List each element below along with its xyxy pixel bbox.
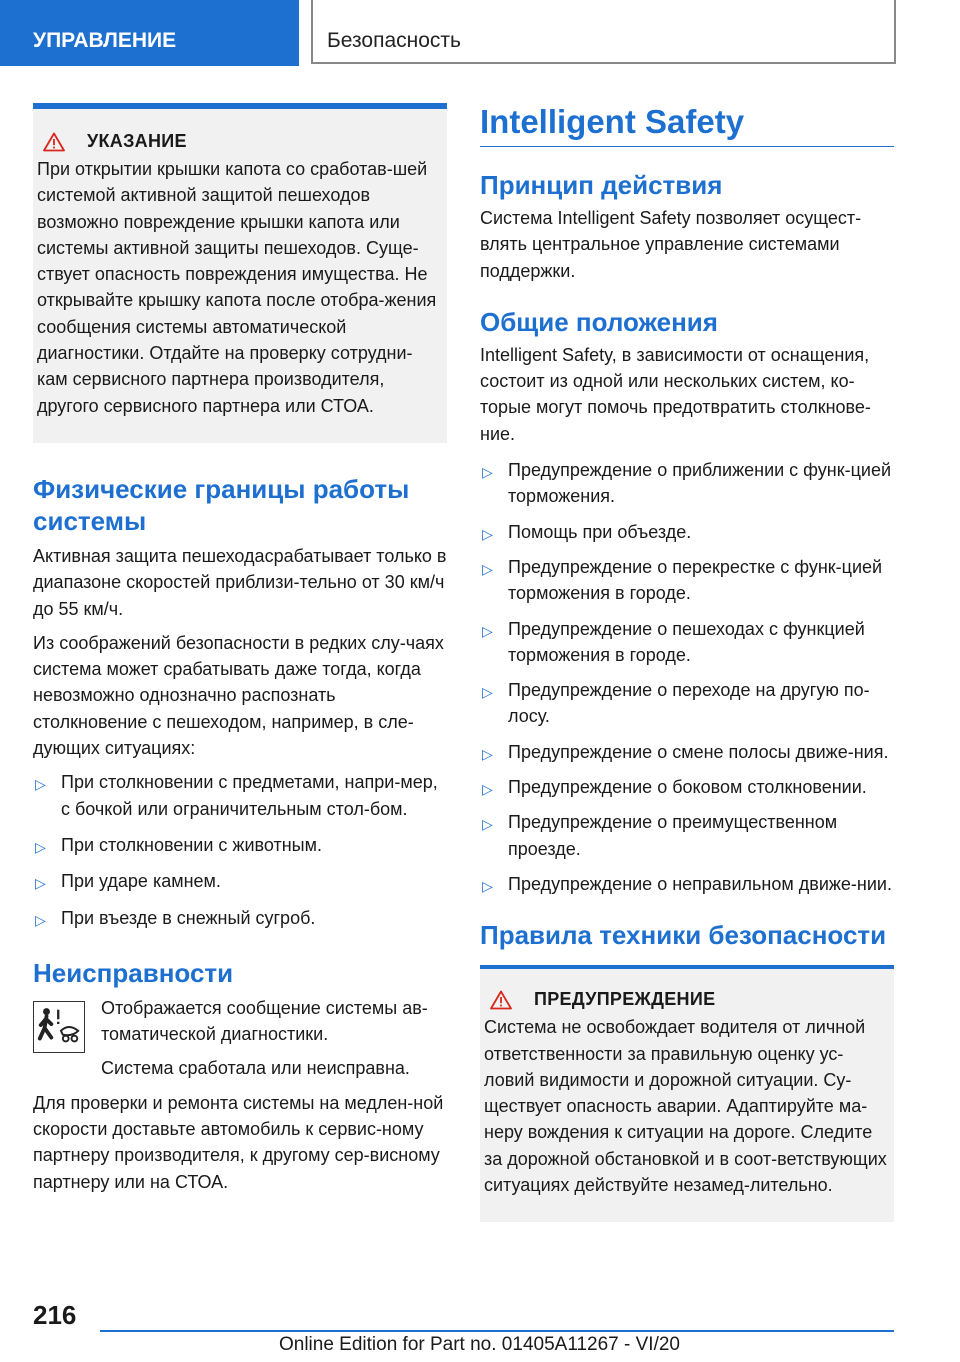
notice-text: При открытии крышки капота со сработав-шей системой активной защитой пешеходов возможно повреждение крышки капота или системы активной защиты пешеходов. Суще-ствует опасность повреждения имущества. Не открывайте крышку капота после отобра-жения сообщения системы автоматической диагностики. Отдайте на проверку сотрудни-кам сервисного партнера производителя, другого сервисного партнера или СТОА. <box>37 159 437 416</box>
list-item: ▷ Предупреждение о преимущественном проезде. <box>482 812 838 859</box>
list-item: ▷ Помощь при объезде. <box>480 519 894 545</box>
limits-paragraph-1: Активная защита пешеходасрабатывает только в диапазоне скоростей приблизи-тельно от 30 км/ч до 55 км/ч. <box>33 545 447 619</box>
page-number: 216 <box>33 1300 77 1330</box>
pedestrian-protection-icon <box>33 1001 85 1053</box>
limits-paragraph-2: Из соображений безопасности в редких слу-чаях система может срабатывать даже тогда, когда невозможно однозначно распознать столкновение с пешеходом, например, в сле-дующих ситуациях: <box>33 632 444 759</box>
limits-list <box>33 769 447 930</box>
systems-list <box>480 457 894 897</box>
triangle-right-outline-icon: ▷ <box>35 838 46 855</box>
chapter-heading: Intelligent Safety <box>480 100 894 147</box>
list-item: ▷ Предупреждение о неправильном движе-нии. <box>480 871 894 897</box>
list-item: ▷ При столкновении с предметами, напри-мер, с бочкой или ограничительным стол-бом. <box>35 772 438 819</box>
warning-text: Система не освобождает водителя от личной ответственности за правильную оценку ус-ловий видимости и дорожной ситуации. Су-ществует опасность аварии. Адаптируйте ма-неру вождения к ситуации на дороге. Следите за дорожной обстановкой и в соот-ветствующих ситуациях действуйте незамед-лительно. <box>484 1017 887 1196</box>
warning-title: ПРЕДУПРЕЖДЕНИЕ <box>534 989 716 1010</box>
list-item: ▷ При столкновении с животным. <box>33 832 447 858</box>
fault-text-2: Система сработала или неисправна. <box>101 1058 410 1079</box>
section-heading-rules: Правила техники безопасности <box>480 920 887 951</box>
warning-box <box>480 965 894 1222</box>
warning-triangle-icon <box>490 990 512 1010</box>
triangle-right-outline-icon: ▷ <box>482 816 493 833</box>
left-column <box>33 103 447 1195</box>
list-item: ▷ Предупреждение о переходе на другую по-лосу. <box>482 680 870 727</box>
warning-header <box>480 989 894 1010</box>
section-heading-faults: Неисправности <box>33 957 234 988</box>
notice-box <box>33 103 447 443</box>
triangle-right-outline-icon: ▷ <box>482 464 493 481</box>
warning-triangle-icon <box>43 132 65 152</box>
fault-message <box>33 995 447 1082</box>
notice-title: УКАЗАНИЕ <box>87 131 187 151</box>
section-heading-limits: Физические границы работы системы <box>33 473 410 536</box>
right-column <box>480 100 894 1222</box>
triangle-right-outline-icon: ▷ <box>35 875 46 892</box>
notice-header <box>33 131 447 152</box>
list-item: ▷ При въезде в снежный сугроб. <box>33 905 447 931</box>
list-item: ▷ Предупреждение о перекрестке с функ-цией торможения в городе. <box>482 556 883 604</box>
triangle-right-outline-icon: ▷ <box>482 560 493 577</box>
section-heading-principle: Принцип действия <box>480 170 723 200</box>
faults-paragraph: Для проверки и ремонта системы на медлен-ной скорости доставьте автомобиль к сервис-ному партнеру производителя, к другому сер-висному партнеру или на СТОА. <box>33 1092 444 1192</box>
triangle-right-outline-icon: ▷ <box>482 745 493 762</box>
fault-text-1: Отображается сообщение системы ав-томатической диагностики. <box>101 997 428 1045</box>
triangle-right-outline-icon: ▷ <box>482 622 493 639</box>
triangle-right-outline-icon: ▷ <box>35 911 46 928</box>
page-header <box>0 0 960 66</box>
list-item: ▷ Предупреждение о боковом столкновении. <box>480 774 894 800</box>
triangle-right-outline-icon: ▷ <box>482 877 493 894</box>
chapter-title: Безопасность <box>311 0 896 64</box>
principle-paragraph: Система Intelligent Safety позволяет осущест-влять центральное управление системами поддержки. <box>480 208 862 281</box>
triangle-right-outline-icon: ▷ <box>35 776 46 793</box>
edition-text: Online Edition for Part no. 01405A11267 - VI/20 <box>278 1334 680 1355</box>
general-paragraph: Intelligent Safety, в зависимости от оснащения, состоит из одной или нескольких систем, ко-торые могут помочь предотвратить столкнове-ние. <box>480 344 871 444</box>
section-heading-general: Общие положения <box>480 306 718 337</box>
triangle-right-outline-icon: ▷ <box>482 525 493 542</box>
list-item: ▷ Предупреждение о пешеходах с функцией торможения в городе. <box>482 618 865 665</box>
list-item: ▷ Предупреждение о смене полосы движе-ния. <box>480 739 894 765</box>
list-item: ▷ Предупреждение о приближении с функ-цией торможения. <box>482 460 892 507</box>
footer-divider <box>100 1330 894 1332</box>
section-tab: УПРАВЛЕНИЕ <box>0 0 299 66</box>
triangle-right-outline-icon: ▷ <box>482 684 493 701</box>
triangle-right-outline-icon: ▷ <box>482 781 493 798</box>
list-item: ▷ При ударе камнем. <box>33 868 447 894</box>
